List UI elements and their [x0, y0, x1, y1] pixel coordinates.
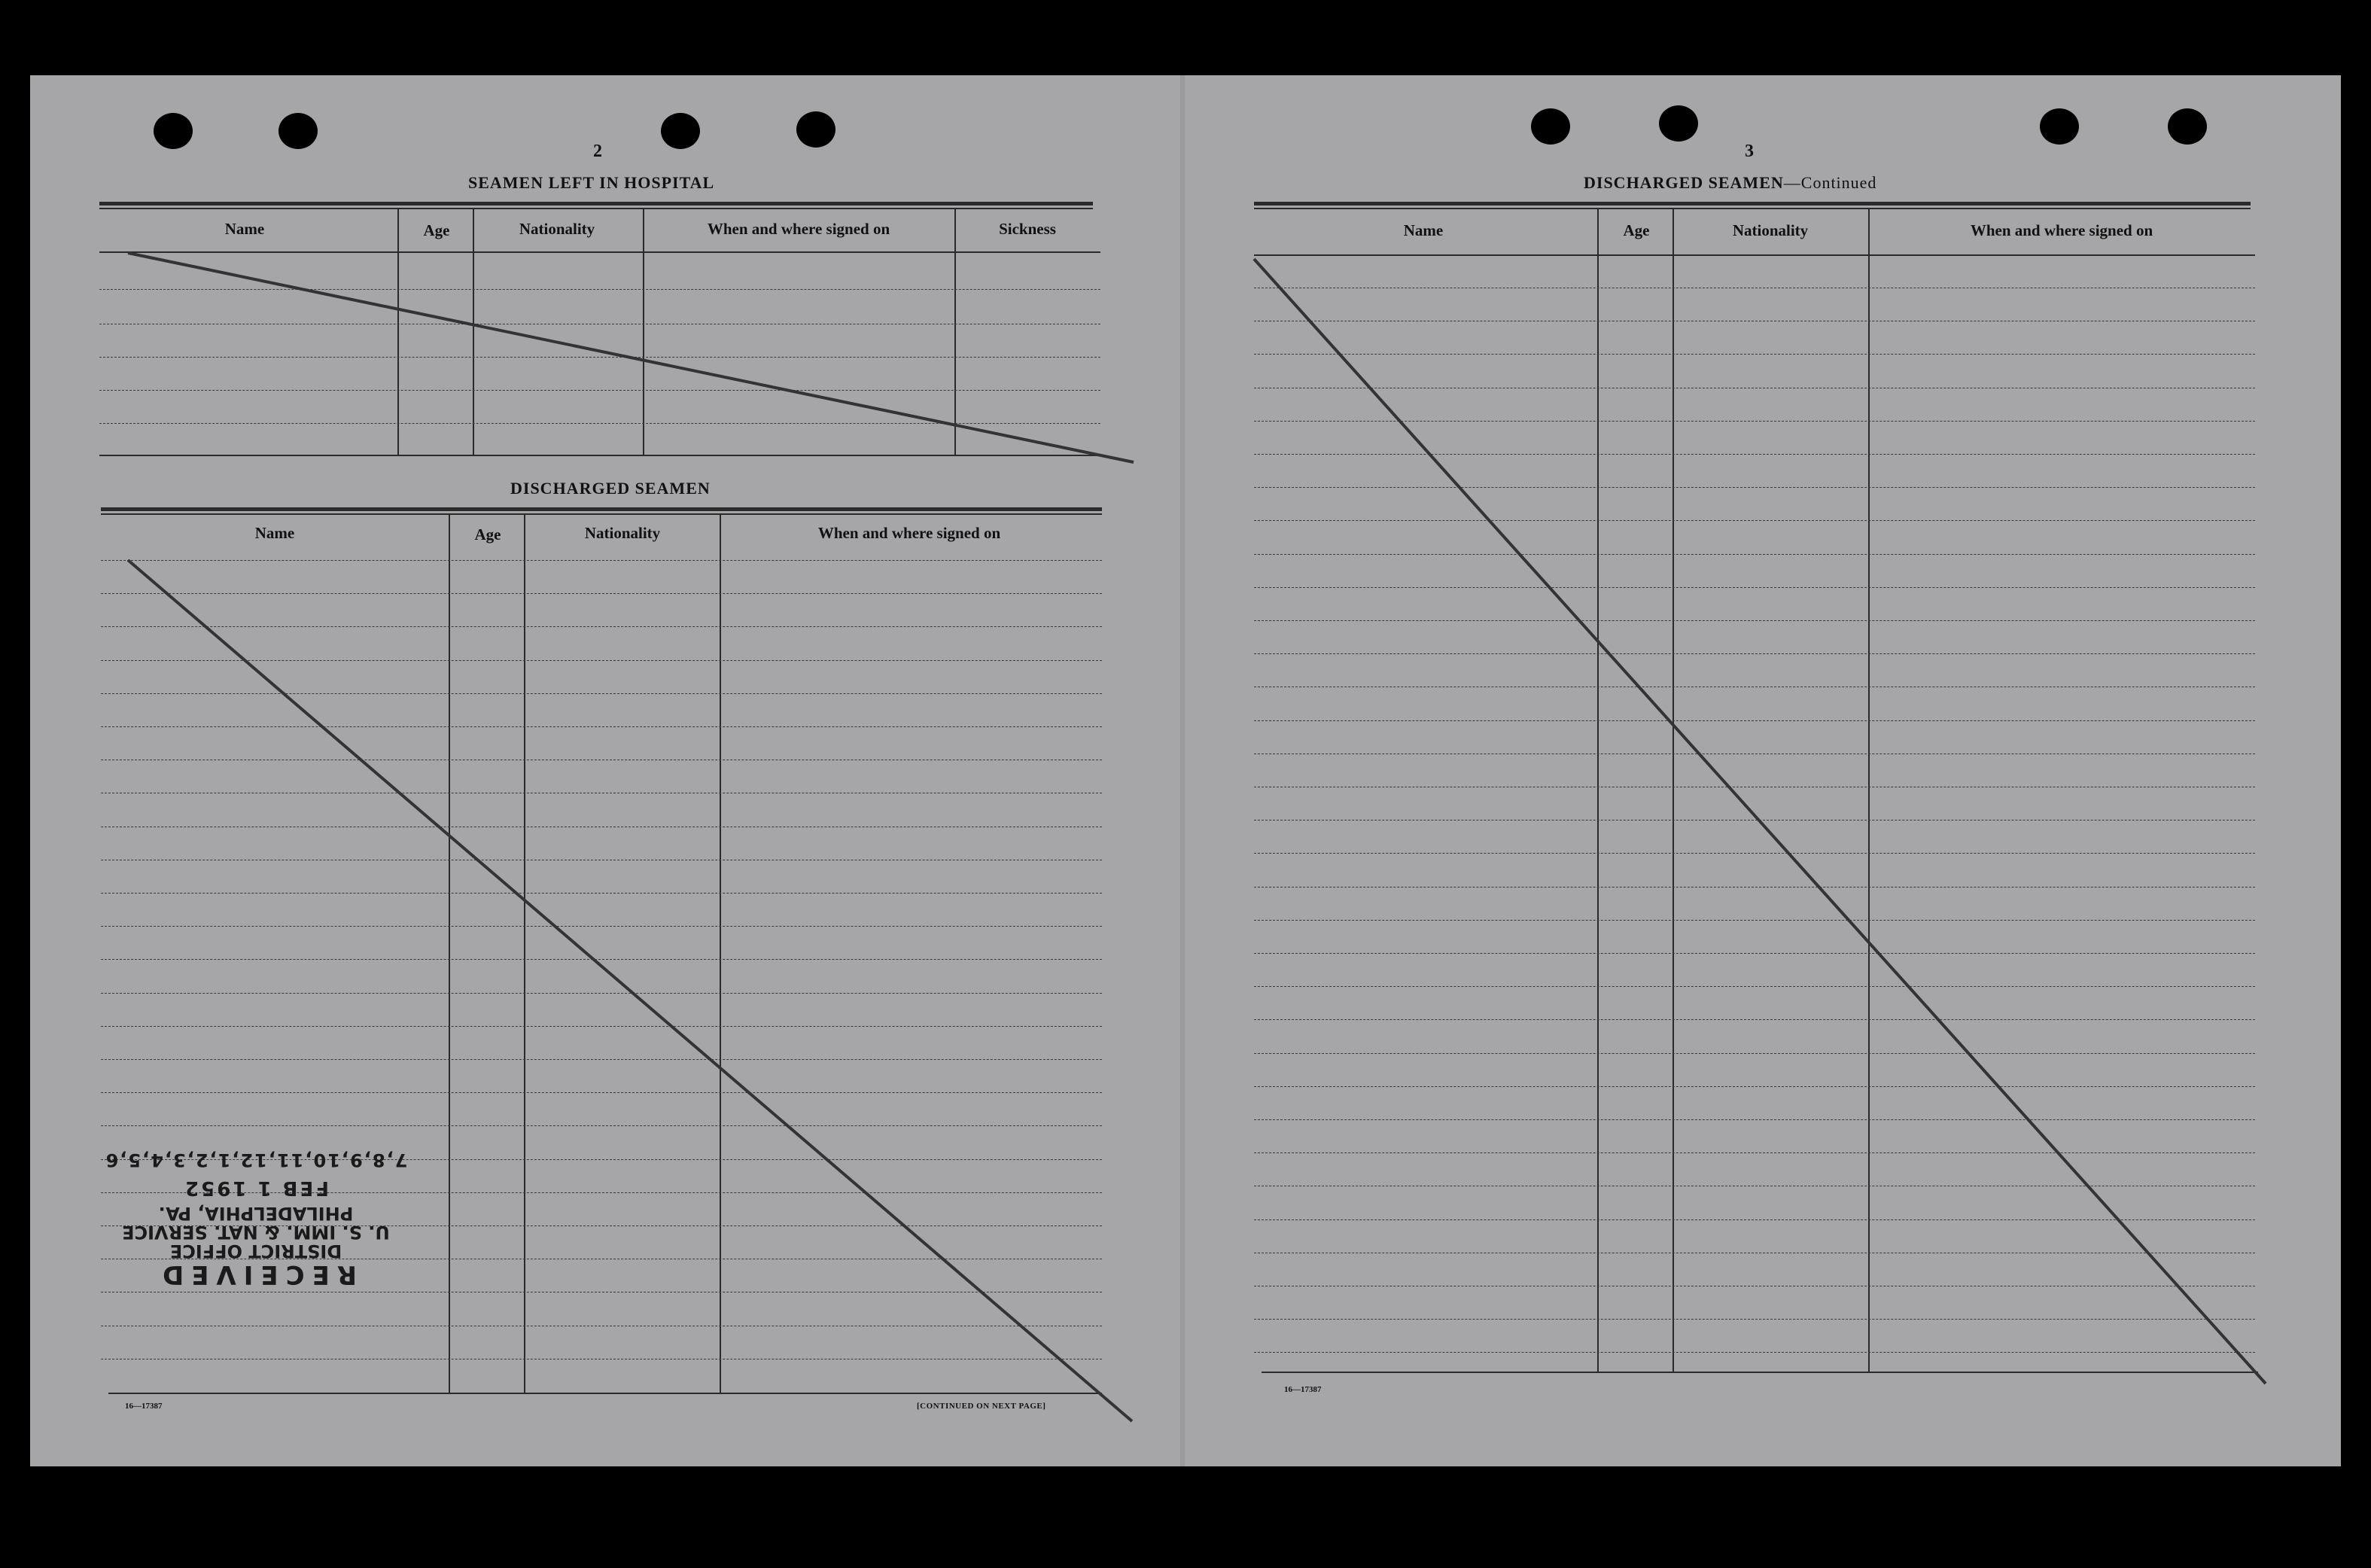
form-number: 16—17387 — [1284, 1385, 1322, 1394]
discharged-continued-title-suffix: —Continued — [1783, 173, 1877, 192]
right-col-age: Age — [1623, 221, 1650, 239]
discharged-col-signed-on: When and where signed on — [817, 524, 1001, 542]
hospital-col-age: Age — [423, 221, 450, 239]
right-col-name: Name — [1403, 221, 1444, 239]
stamp-city: PHILADELPHIA, PA. — [158, 1202, 354, 1224]
stamp-service: U. S. IMM. & NAT. SERVICE — [122, 1222, 390, 1244]
stamp-hours: 7,8,9,10,11,12,1,2,3,4,5,6 — [104, 1149, 408, 1171]
right-col-signed-on: When and where signed on — [1970, 221, 2153, 239]
hospital-col-sickness: Sickness — [999, 220, 1056, 238]
discharged-strike-line — [128, 560, 1132, 1421]
stamp-received: RECEIVED — [155, 1259, 357, 1289]
discharged-section-title: DISCHARGED SEAMEN — [510, 479, 711, 498]
discharged-col-age: Age — [474, 525, 501, 543]
right-strike-line — [1254, 259, 2266, 1384]
page-number: 3 — [1745, 142, 1754, 161]
hospital-strike-line — [128, 253, 1134, 462]
hospital-col-nationality: Nationality — [519, 220, 595, 238]
discharged-col-nationality: Nationality — [584, 524, 661, 542]
discharged-col-name: Name — [254, 524, 295, 542]
stamp-district-office: DISTRICT OFFICE — [169, 1241, 342, 1262]
hospital-section-title: SEAMEN LEFT IN HOSPITAL — [468, 173, 715, 192]
form-number: 16—17387 — [125, 1402, 163, 1411]
continued-note: [CONTINUED ON NEXT PAGE] — [917, 1402, 1046, 1411]
hospital-col-signed-on: When and where signed on — [707, 220, 890, 238]
discharged-continued-title-main: DISCHARGED SEAMEN — [1584, 173, 1784, 192]
right-col-nationality: Nationality — [1732, 221, 1809, 239]
stamp-date: FEB 1 1952 — [183, 1176, 329, 1199]
hospital-col-name: Name — [224, 220, 265, 238]
page-number: 2 — [593, 142, 602, 161]
